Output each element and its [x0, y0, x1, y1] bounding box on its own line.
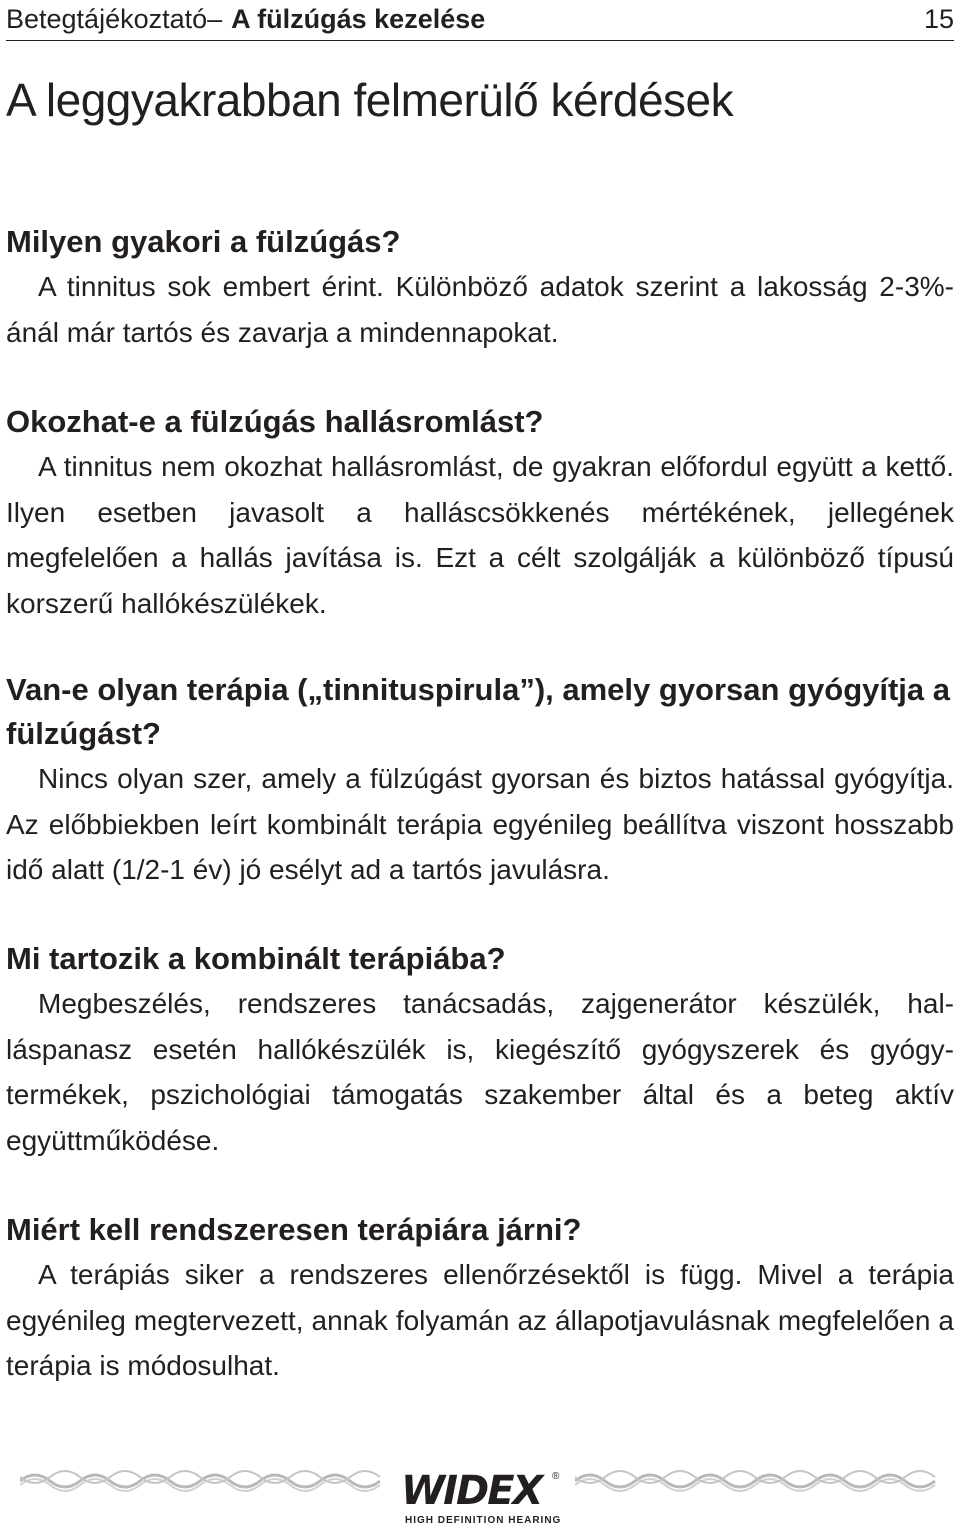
question: Mi tartozik a kombinált terápiába?	[6, 941, 506, 976]
qa-block-regular-therapy	[6, 1208, 954, 1389]
registered-mark: ®	[552, 1471, 560, 1482]
question: Okozhat-e a fülzúgás hallásromlást?	[6, 404, 544, 439]
answer: A tinnitus nem okozhat hallásromlást, de gyakran előfordul együtt a kettő. Ilyen esetben javasolt a halláscsökkenés mértékének, jellegének megfelelően a hallás javítása is. Ezt a célt szolgálják a különböző típusú korszerű hallókészülékek.	[6, 451, 954, 619]
qa-block-frequency	[6, 220, 954, 355]
answer: A tinnitus sok embert érint. Különböző adatok szerint a lakosság 2-3%-ánál már tartós és zavarja a mindennapokat.	[6, 271, 954, 348]
wave-ornament-right-icon	[575, 1467, 940, 1495]
question: Miért kell rendszeresen terápiára járni?	[6, 1212, 582, 1247]
page-header	[6, 0, 954, 41]
qa-block-hearing-loss	[6, 400, 954, 626]
answer: Megbeszélés, rendszeres tanácsadás, zajgenerátor készülék, halláspanasz esetén hallókészülék is, kiegészítő gyógyszerek és gyógytermékek, pszichológiai támogatás szakember által és a beteg aktív együttműködése.	[6, 988, 954, 1156]
answer: Nincs olyan szer, amely a fülzúgást gyorsan és biztos hatással gyógyítja. Az előbbiekben leírt kombinált terápia egyénileg beállítva viszont hosszabb idő alatt (1/2-1 év) jó esélyt ad a tartós javulásra.	[6, 763, 954, 885]
logo-tagline: HIGH DEFINITION HEARING	[405, 1515, 562, 1526]
running-title-section: Betegtájékoztató	[6, 4, 208, 34]
question: Milyen gyakori a fülzúgás?	[6, 224, 401, 259]
qa-block-combined-therapy	[6, 937, 954, 1163]
question: Van-e olyan terápia („tinnituspirula”), amely gyorsan gyógyítja a fülzúgást?	[6, 672, 951, 751]
running-title-topic: A fülzúgás kezelése	[231, 4, 486, 34]
widex-logo: WIDEX	[401, 1468, 542, 1514]
page-footer	[0, 1455, 960, 1529]
qa-block-quick-cure	[6, 668, 954, 893]
page-number: 15	[923, 4, 954, 34]
running-title: Betegtájékoztató–A fülzúgás kezelése	[6, 4, 486, 34]
page-title: A leggyakrabban felmerülő kérdések	[6, 74, 734, 126]
answer: A terápiás siker a rendszeres ellenőrzésektől is függ. Mivel a terápia egyénileg megtervezett, annak folyamán az állapotjavulásnak megfelelően a terápia is módosulhat.	[6, 1259, 954, 1381]
wave-ornament-left-icon	[20, 1467, 380, 1495]
